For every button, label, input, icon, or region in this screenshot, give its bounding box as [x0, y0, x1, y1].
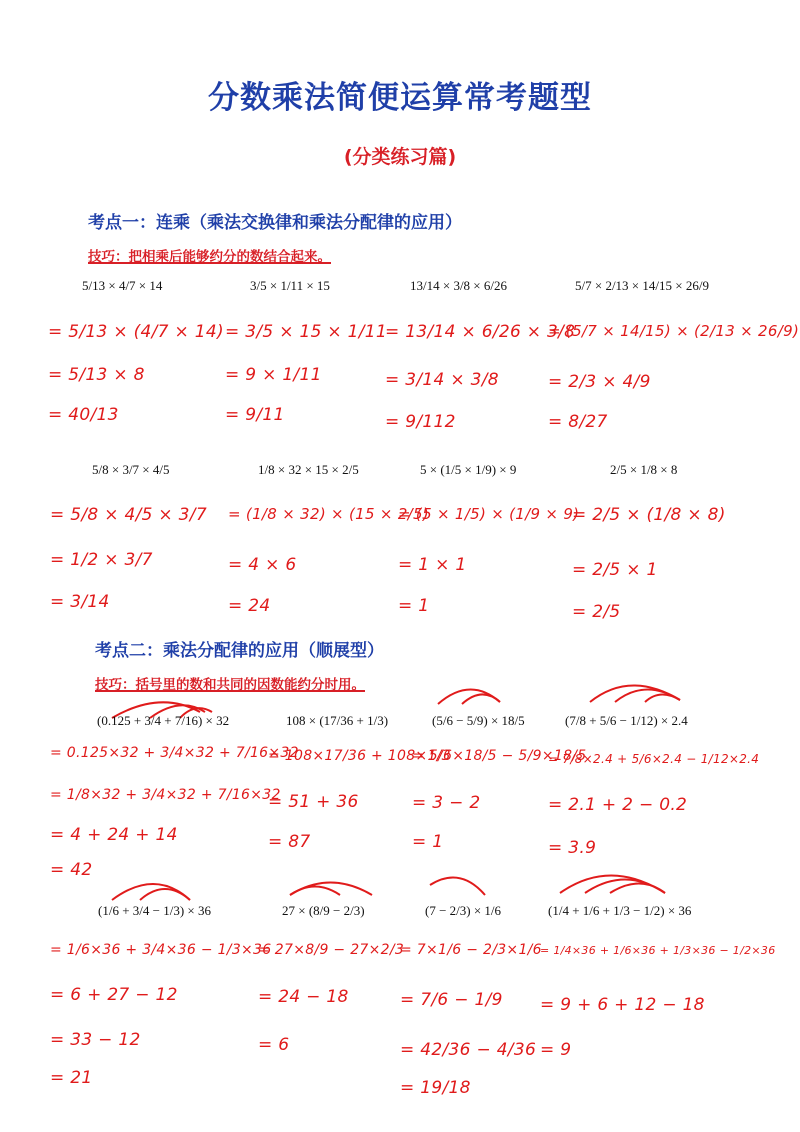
s1-problem-4: 5/7 × 2/13 × 14/15 × 26/9 — [575, 278, 709, 293]
s2-p8-step-1: = 1/4×36 + 1/6×36 + 1/3×36 − 1/2×36 — [540, 944, 776, 957]
s1-p7-step-3: = 1 — [398, 596, 430, 616]
s2-p8-step-3: = 9 — [540, 1040, 572, 1060]
s1-p6-step-3: = 24 — [228, 596, 271, 616]
s1-p5-step-3: = 3/14 — [50, 592, 110, 612]
s1-problem-7: 5 × (1/5 × 1/9) × 9 — [420, 462, 517, 477]
arc — [645, 694, 680, 702]
s1-problem-8: 2/5 × 1/8 × 8 — [610, 462, 678, 477]
arc — [615, 689, 680, 702]
s2-p5-step-2: = 6 + 27 − 12 — [50, 985, 178, 1005]
s2-p5-step-1: = 1/6×36 + 3/4×36 − 1/3×36 — [50, 942, 272, 958]
s1-p7-step-2: = 1 × 1 — [398, 555, 467, 575]
arc — [462, 694, 500, 704]
s1-p8-step-3: = 2/5 — [572, 602, 621, 622]
s2-p1-step-1: = 0.125×32 + 3/4×32 + 7/16×32 — [50, 745, 299, 761]
s2-problem-5: (1/6 + 3/4 − 1/3) × 36 — [98, 903, 211, 918]
s2-p1-step-2: = 1/8×32 + 3/4×32 + 7/16×32 — [50, 787, 281, 803]
s2-p4-step-1: = 7/8×2.4 + 5/6×2.4 − 1/12×2.4 — [548, 752, 760, 766]
s2-p5-step-3: = 33 − 12 — [50, 1030, 141, 1050]
s1-p8-step-1: = 2/5 × (1/8 × 8) — [572, 505, 726, 525]
s1-p5-step-1: = 5/8 × 4/5 × 3/7 — [50, 505, 207, 525]
s2-p6-step-3: = 6 — [258, 1035, 290, 1055]
s2-p6-step-1: = 27×8/9 − 27×2/3 — [258, 942, 405, 958]
s1-problem-6: 1/8 × 32 × 15 × 2/5 — [258, 462, 359, 477]
s2-problem-8: (1/4 + 1/6 + 1/3 − 1/2) × 36 — [548, 903, 692, 918]
s1-p3-step-1: = 13/14 × 6/26 × 3/8 — [385, 322, 576, 342]
s1-p2-step-1: = 3/5 × 15 × 1/11 — [225, 322, 388, 342]
s1-p1-step-1: = 5/13 × (4/7 × 14) — [48, 322, 224, 342]
arc — [140, 889, 190, 900]
arc — [290, 887, 340, 896]
arc — [290, 883, 372, 896]
s1-p2-step-2: = 9 × 1/11 — [225, 365, 322, 385]
arc — [610, 884, 665, 894]
arc — [560, 876, 665, 894]
s1-p8-step-2: = 2/5 × 1 — [572, 560, 658, 580]
s2-p4-step-3: = 3.9 — [548, 838, 597, 858]
s1-p4-step-3: = 8/27 — [548, 412, 608, 432]
s1-p4-step-2: = 2/3 × 4/9 — [548, 372, 651, 392]
s1-p2-step-3: = 9/11 — [225, 405, 285, 425]
s1-problem-3: 13/14 × 3/8 × 6/26 — [410, 278, 507, 293]
s1-problem-5: 5/8 × 3/7 × 4/5 — [92, 462, 170, 477]
s1-p1-step-2: = 5/13 × 8 — [48, 365, 145, 385]
s1-p6-step-1: = (1/8 × 32) × (15 × 2/5) — [228, 505, 430, 523]
s2-p4-step-2: = 2.1 + 2 − 0.2 — [548, 795, 688, 815]
s2-p2-step-2: = 51 + 36 — [268, 792, 359, 812]
section1-tip: 技巧：把相乘后能够约分的数结合起来。 — [88, 249, 331, 265]
section2-heading: 考点二：乘法分配律的应用（顺展型） — [95, 641, 384, 661]
s2-p3-step-2: = 3 − 2 — [412, 793, 481, 813]
s1-p3-step-3: = 9/112 — [385, 412, 456, 432]
page-subtitle: (分类练习篇) — [343, 146, 457, 168]
s1-p6-step-2: = 4 × 6 — [228, 555, 297, 575]
section1-heading: 考点一：连乘（乘法交换律和乘法分配律的应用） — [88, 213, 462, 233]
s1-p3-step-2: = 3/14 × 3/8 — [385, 370, 499, 390]
arc — [590, 685, 680, 702]
page-title: 分数乘法简便运算常考题型 — [208, 80, 592, 116]
s2-problem-3: (5/6 − 5/9) × 18/5 — [432, 713, 525, 728]
s1-p1-step-3: = 40/13 — [48, 405, 119, 425]
s1-problem-2: 3/5 × 1/11 × 15 — [250, 278, 330, 293]
s2-problem-1: (0.125 + 3/4 + 7/16) × 32 — [97, 713, 230, 728]
s2-p6-step-2: = 24 − 18 — [258, 987, 349, 1007]
s2-p3-step-3: = 1 — [412, 832, 444, 852]
s2-p8-step-2: = 9 + 6 + 12 − 18 — [540, 995, 705, 1015]
s2-p2-step-3: = 87 — [268, 832, 311, 852]
s2-p2-step-1: = 108×17/36 + 108×1/3 — [268, 748, 451, 764]
arc — [112, 884, 190, 900]
s1-p5-step-2: = 1/2 × 3/7 — [50, 550, 153, 570]
s1-p4-step-1: = (5/7 × 14/15) × (2/13 × 26/9) — [548, 322, 800, 340]
s2-problem-6: 27 × (8/9 − 2/3) — [282, 903, 365, 918]
s2-p7-step-2: = 7/6 − 1/9 — [400, 990, 503, 1010]
s2-p7-step-1: = 7×1/6 − 2/3×1/6 — [400, 942, 542, 958]
s2-p1-step-4: = 42 — [50, 860, 93, 880]
s2-p1-step-3: = 4 + 24 + 14 — [50, 825, 178, 845]
s1-p7-step-1: = (5 × 1/5) × (1/9 × 9) — [398, 505, 580, 523]
s2-p7-step-3: = 42/36 − 4/36 — [400, 1040, 537, 1060]
s1-problem-1: 5/13 × 4/7 × 14 — [82, 278, 163, 293]
s2-p3-step-1: = 5/6×18/5 − 5/9×18/5 — [412, 748, 587, 764]
s2-p7-step-4: = 19/18 — [400, 1078, 471, 1098]
arc — [438, 689, 500, 704]
s2-problem-2: 108 × (17/36 + 1/3) — [286, 713, 389, 728]
arc — [430, 877, 485, 895]
s2-problem-4: (7/8 + 5/6 − 1/12) × 2.4 — [565, 713, 688, 728]
s2-p5-step-4: = 21 — [50, 1068, 93, 1088]
s2-problem-7: (7 − 2/3) × 1/6 — [425, 903, 502, 918]
section2-tip: 技巧：括号里的数和共同的因数能约分时用。 — [95, 677, 365, 693]
arc — [585, 880, 665, 894]
